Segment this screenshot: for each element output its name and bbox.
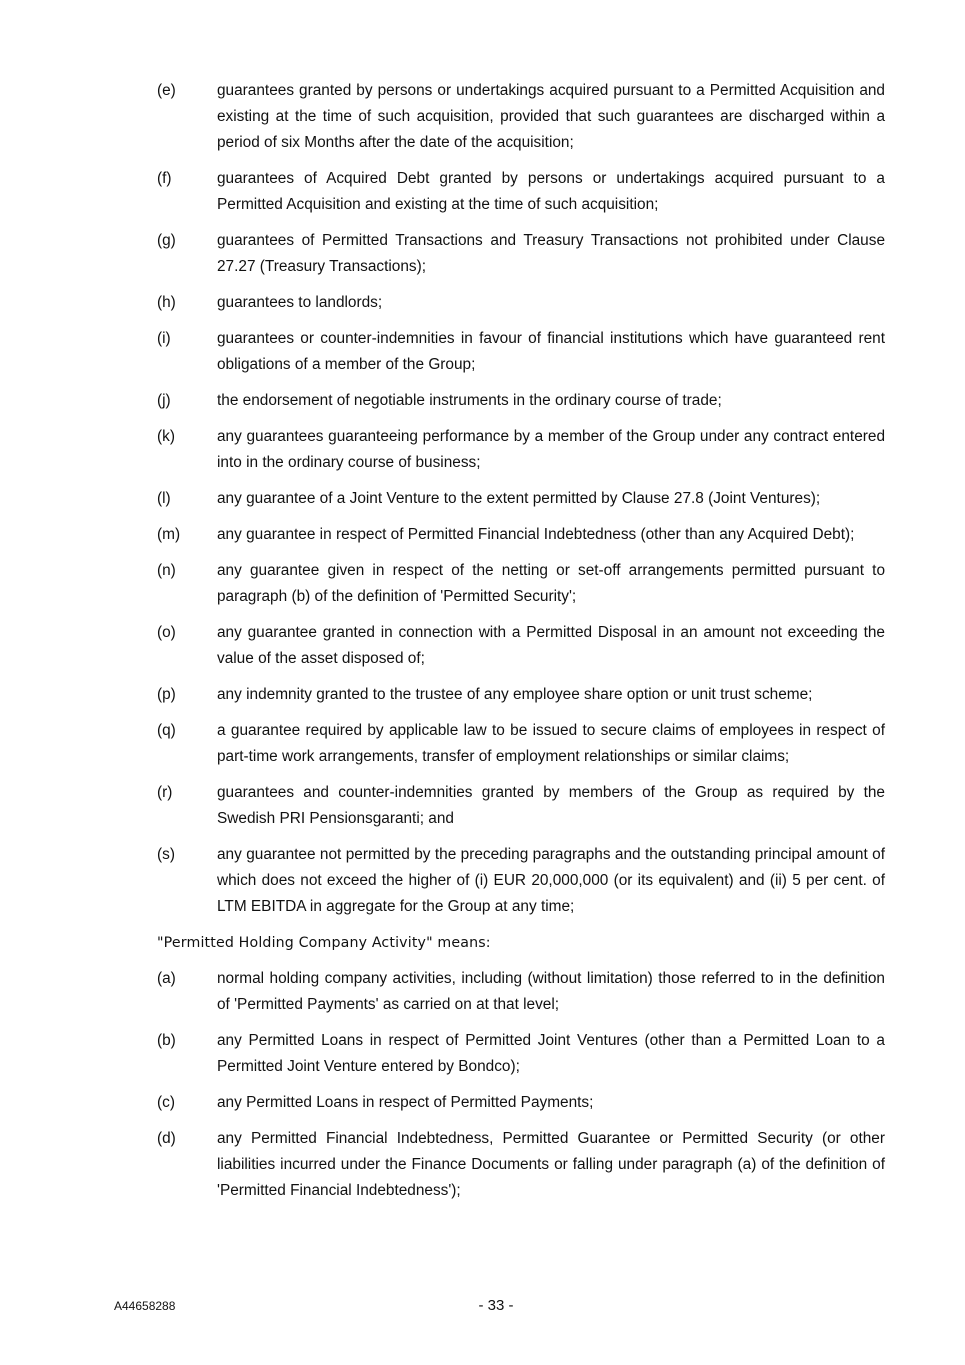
item-text: guarantees or counter-indemnities in favour of financial institutions which have guaranteed rent obligations of a member of the Group; [217,330,885,373]
page-number: - 33 - [478,1297,514,1314]
document-reference: A44658288 [114,1299,176,1313]
list-item [157,1090,885,1116]
item-text: guarantees granted by persons or undertakings acquired pursuant to a Permitted Acquisition and existing at the time of such acquisition, provided that such guarantees are discharged within a period of six Months after the date of the acquisition; [217,82,885,151]
item-text: any indemnity granted to the trustee of any employee share option or unit trust scheme; [217,686,813,703]
item-text: any guarantee in respect of Permitted Financial Indebtedness (other than any Acquired Debt); [217,526,855,543]
item-label: (r) [157,784,173,801]
item-label: (l) [157,490,171,507]
item-text: guarantees of Acquired Debt granted by persons or undertakings acquired pursuant to a Permitted Acquisition and existing at the time of such acquisition; [217,170,885,213]
item-label: (f) [157,170,172,187]
item-text: any guarantee not permitted by the preceding paragraphs and the outstanding principal amount of which does not exceed the higher of (i) EUR 20,000,000 (or its equivalent) and (ii) 5 per cent. of LTM EBITDA in aggregate for the Group at any time; [217,846,885,915]
item-text: a guarantee required by applicable law to be issued to secure claims of employees in respect of part-time work arrangements, transfer of employment relationships or similar claims; [217,722,885,765]
list-item [157,424,885,476]
item-text: guarantees to landlords; [217,294,383,311]
item-text: any guarantee granted in connection with a Permitted Disposal in an amount not exceeding the value of the asset disposed of; [217,624,885,667]
item-text: any guarantee of a Joint Venture to the extent permitted by Clause 27.8 (Joint Ventures); [217,490,821,507]
list-item [157,228,885,280]
item-text: any guarantees guaranteeing performance by a member of the Group under any contract entered into in the ordinary course of business; [217,428,885,471]
item-text: any Permitted Loans in respect of Permitted Joint Ventures (other than a Permitted Loan to a Permitted Joint Venture entered by Bondco); [217,1032,885,1075]
item-label: (p) [157,686,176,703]
item-label: (m) [157,526,181,543]
item-label: (o) [157,624,176,641]
item-text: normal holding company activities, including (without limitation) those referred to in the definition of 'Permitted Payments' as carried on at that level; [217,970,885,1013]
list-item [157,620,885,672]
document-body [157,78,885,1214]
item-label: (g) [157,232,176,249]
item-label: (c) [157,1094,175,1111]
list-item [157,326,885,378]
list-item [157,682,885,708]
item-text: any Permitted Financial Indebtedness, Permitted Guarantee or Permitted Security (or other liabilities incurred under the Finance Documents or falling under paragraph (a) of the definition of 'Permitted Financial Indebtedness'); [217,1130,885,1199]
item-label: (e) [157,82,176,99]
item-text: the endorsement of negotiable instruments in the ordinary course of trade; [217,392,722,409]
item-label: (b) [157,1032,176,1049]
list-item [157,486,885,512]
list-item [157,166,885,218]
list-item [157,522,885,548]
item-label: (j) [157,392,171,409]
list-item [157,842,885,920]
item-text: guarantees of Permitted Transactions and Treasury Transactions not prohibited under Clause 27.27 (Treasury Transactions); [217,232,885,275]
list-item [157,1028,885,1080]
list-item [157,558,885,610]
item-text: any Permitted Loans in respect of Permitted Payments; [217,1094,594,1111]
definition-heading: "Permitted Holding Company Activity" means: [157,935,491,951]
item-text: any guarantee given in respect of the netting or set-off arrangements permitted pursuant to paragraph (b) of the definition of 'Permitted Security'; [217,562,885,605]
item-label: (q) [157,722,176,739]
item-label: (h) [157,294,176,311]
list-item [157,718,885,770]
item-label: (i) [157,330,171,347]
list-item [157,1126,885,1204]
list-item [157,290,885,316]
item-label: (k) [157,428,175,445]
list-item [157,780,885,832]
item-label: (d) [157,1130,176,1147]
item-label: (s) [157,846,175,863]
item-text: guarantees and counter-indemnities granted by members of the Group as required by the Swedish PRI Pensionsgaranti; and [217,784,885,827]
list-item [157,966,885,1018]
list-item [157,78,885,156]
item-label: (n) [157,562,176,579]
holding-activity-list [157,966,885,1204]
list-item [157,388,885,414]
item-label: (a) [157,970,176,987]
guarantee-list [157,78,885,920]
